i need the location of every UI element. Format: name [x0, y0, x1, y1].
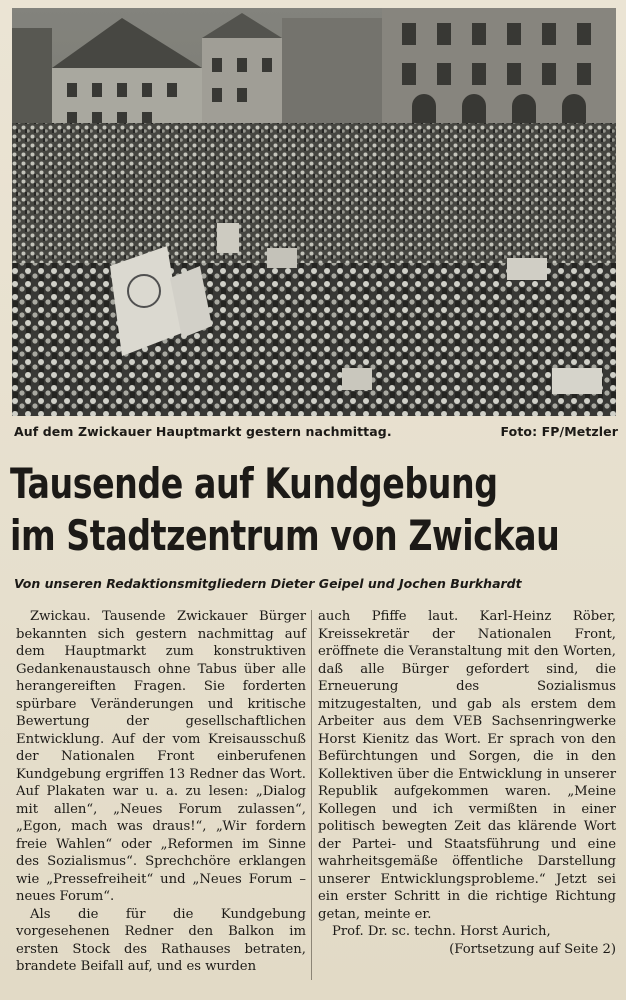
photo-caption [14, 424, 618, 444]
caption-text: Auf dem Zwickauer Hauptmarkt gestern nachmittag. [14, 424, 392, 439]
article-paragraph: Als die für die Kundgebung vorgesehenen Redner den Balkon im ersten Stock des Rathauses betraten, brandete Beifall auf, und es wurden [16, 906, 306, 974]
article-paragraph: auch Pfiffe laut. Karl-Heinz Röber, Kreissekretär der Nationalen Front, eröffnete die Veranstaltung mit den Worten, daß alle Bürger gefordert sind, die Erneuerung des Sozialismus mitzugestalten, und gab als erstem dem Arbeiter aus dem VEB Sachsenringwerke Horst Kienitz das Wort. Er sprach von den Befürchtungen und Sorgen, die in den Kollektiven über die Entwicklung in unserer Republik aufgekommen waren. „Meine Kollegen und ich vermißten in einer politisch bewegten Zeit das klärende Wort der Partei- und Staatsführung und eine wahrheitsgemäße öffentliche Darstellung unserer Entwicklungsprobleme.“ Jetzt sei ein erster Schritt in die richtige Richtung getan, meinte er. [318, 609, 616, 922]
byline: Von unseren Redaktionsmitgliedern Dieter Geipel und Jochen Burkhardt [14, 576, 522, 591]
headline-line-2: im Stadtzentrum von Zwickau [10, 511, 560, 560]
column-divider [311, 610, 312, 980]
crowd-photo [12, 8, 616, 416]
headline-line-1: Tausende auf Kundgebung [10, 459, 498, 508]
photo-credit: Foto: FP/Metzler [500, 424, 618, 439]
article-paragraph: Zwickau. Tausende Zwickauer Bürger bekannten sich gestern nachmittag auf dem Hauptmarkt zum konstruktiven Gedankenaustausch ohne Tabus über alle herangereiften Fragen. Sie forderten spürbare Veränderungen und kritische Bewertung der gesellschaftlichen Entwicklung. Auf der vom Kreisausschuß der Nationalen Front einberufenen Kundgebung ergriffen 13 Redner das Wort. Auf Plakaten war u. a. zu lesen: „Dialog mit allen“, „Neues Forum zulassen“, „Egon, mach was draus!“, „Wir fordern freie Wahlen“ oder „Reformen im Sinne des Sozialismus“. Sprechchöre erklangen wie „Pressefreiheit“ und „Neues Forum – neues Forum“. [16, 609, 306, 904]
article-paragraph: Prof. Dr. sc. techn. Horst Aurich, [332, 924, 551, 939]
continuation-note: (Fortsetzung auf Seite 2) [449, 941, 616, 957]
article-column-1 [16, 608, 306, 976]
article-column-2 [318, 608, 616, 958]
headline [10, 458, 620, 562]
